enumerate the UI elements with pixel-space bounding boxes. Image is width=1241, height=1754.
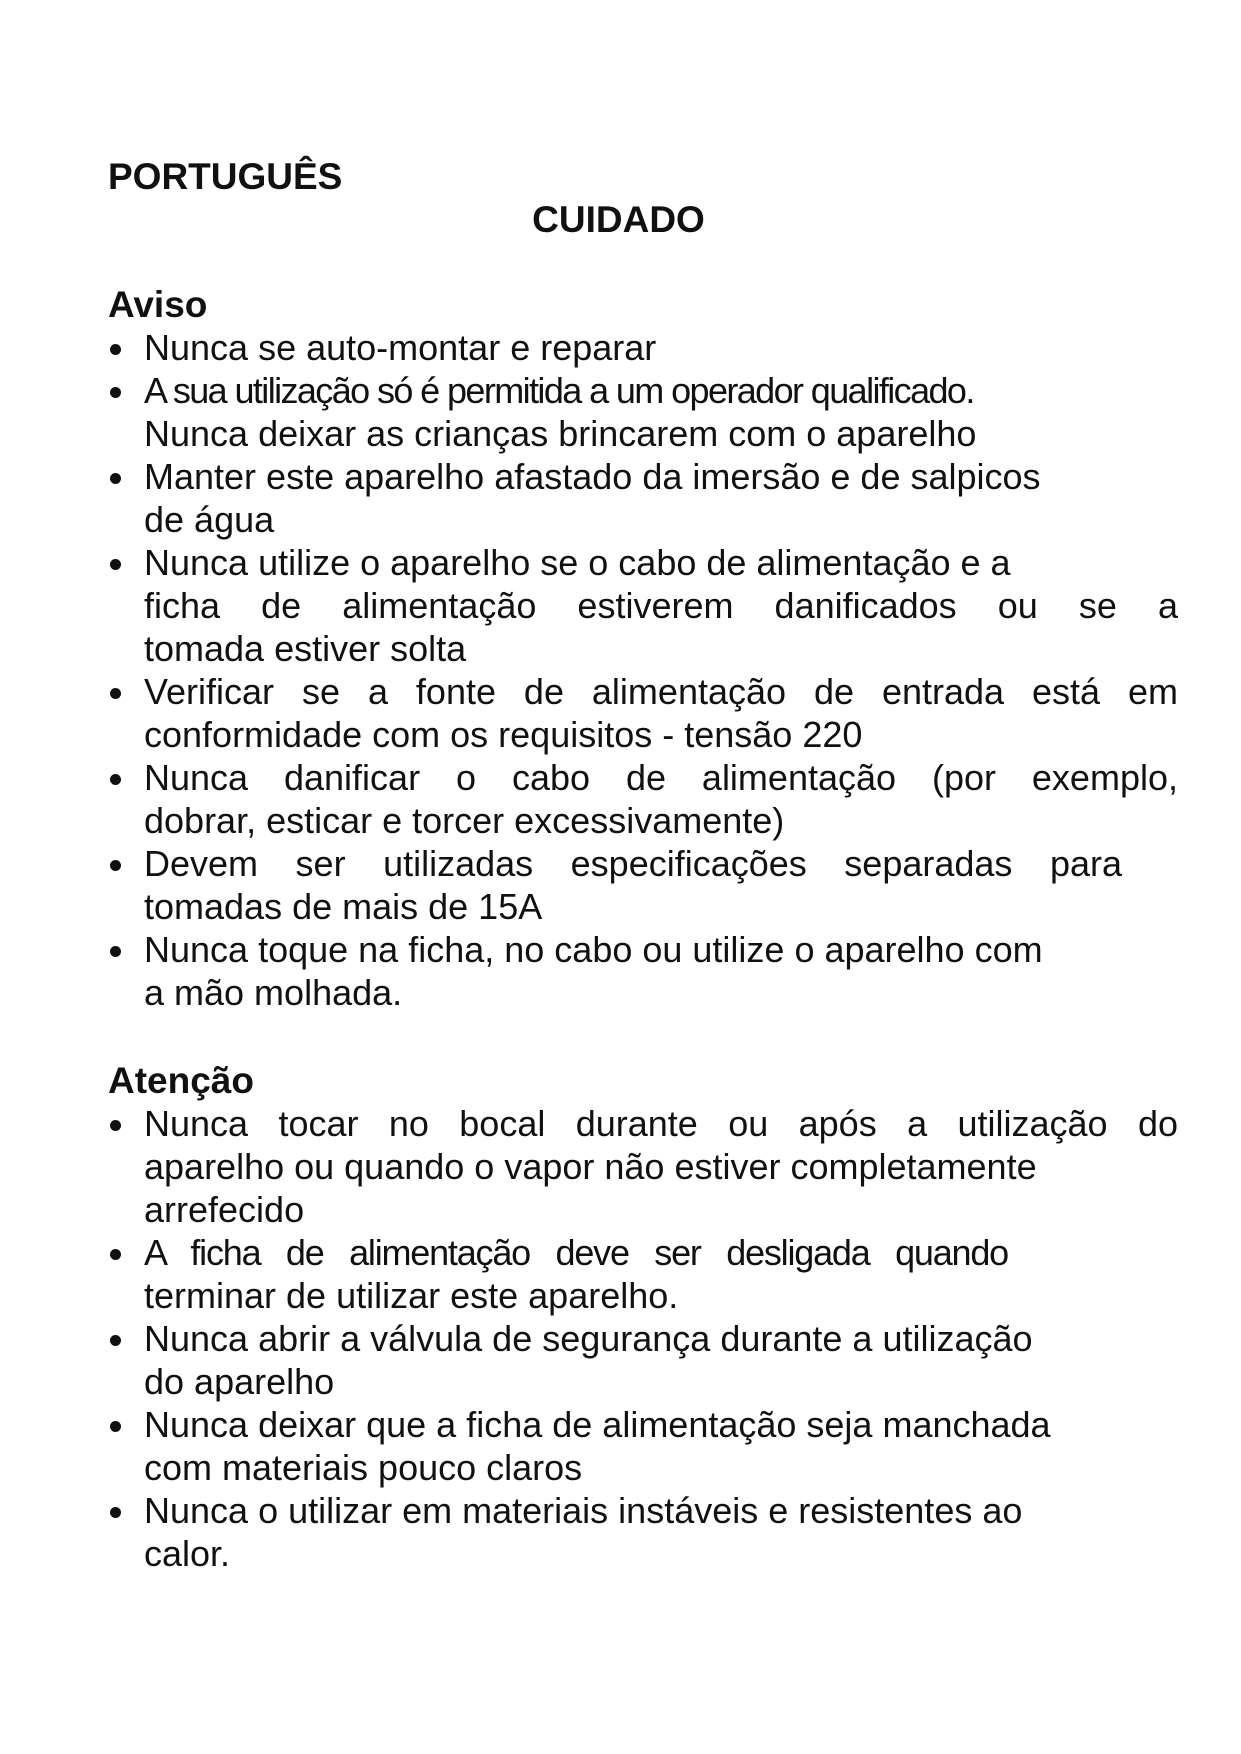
bullet-icon bbox=[110, 688, 121, 699]
page-title bbox=[0, 199, 1241, 241]
list-item: Nunca utilize o aparelho se o cabo de alimentação e a ficha de alimentação estiverem danificados ou se a tomada estiver solta bbox=[108, 541, 1178, 670]
attention-section bbox=[108, 1060, 1178, 1575]
bullet-icon bbox=[110, 860, 121, 871]
bullet-icon bbox=[110, 387, 121, 398]
bullet-icon bbox=[110, 344, 121, 355]
list-item: Nunca toque na ficha, no cabo ou utilize o aparelho com a mão molhada. bbox=[108, 928, 1178, 1014]
bullet-icon bbox=[110, 774, 121, 785]
warning-section bbox=[108, 284, 1178, 1014]
list-item: Devem ser utilizadas especificações separadas para tomadas de mais de 15A bbox=[108, 842, 1178, 928]
list-item: Nunca o utilizar em materiais instáveis e resistentes ao calor. bbox=[108, 1489, 1178, 1575]
bullet-icon bbox=[110, 1249, 121, 1260]
warning-heading: Aviso bbox=[108, 284, 208, 325]
bullet-icon bbox=[110, 559, 121, 570]
list-item: Nunca abrir a válvula de segurança durante a utilização do aparelho bbox=[108, 1317, 1178, 1403]
list-item: Nunca se auto-montar e reparar bbox=[108, 326, 1178, 369]
list-item: Nunca tocar no bocal durante ou após a utilização do aparelho ou quando o vapor não estiver completamente arrefecido bbox=[108, 1102, 1178, 1231]
bullet-icon bbox=[110, 946, 121, 957]
list-item: Nunca deixar que a ficha de alimentação seja manchada com materiais pouco claros bbox=[108, 1403, 1178, 1489]
bullet-icon bbox=[110, 1335, 121, 1346]
warning-list bbox=[108, 326, 1178, 1014]
bullet-icon bbox=[110, 1421, 121, 1432]
list-item: A ficha de alimentação deve ser desligada quando terminar de utilizar este aparelho. bbox=[108, 1231, 1178, 1317]
list-item: Manter este aparelho afastado da imersão e de salpicos de água bbox=[108, 455, 1178, 541]
attention-list bbox=[108, 1102, 1178, 1575]
list-item: A sua utilização só é permitida a um operador qualificado. Nunca deixar as crianças brincarem com o aparelho bbox=[108, 369, 1178, 455]
list-item: Nunca danificar o cabo de alimentação (por exemplo, dobrar, esticar e torcer excessivamente) bbox=[108, 756, 1178, 842]
bullet-icon bbox=[110, 473, 121, 484]
language-label: PORTUGUÊS bbox=[108, 156, 343, 197]
page-title-text: CUIDADO bbox=[532, 199, 705, 240]
bullet-icon bbox=[110, 1120, 121, 1131]
list-item: Verificar se a fonte de alimentação de entrada está em conformidade com os requisitos - tensão 220 bbox=[108, 670, 1178, 756]
bullet-icon bbox=[110, 1507, 121, 1518]
attention-heading: Atenção bbox=[108, 1060, 254, 1101]
